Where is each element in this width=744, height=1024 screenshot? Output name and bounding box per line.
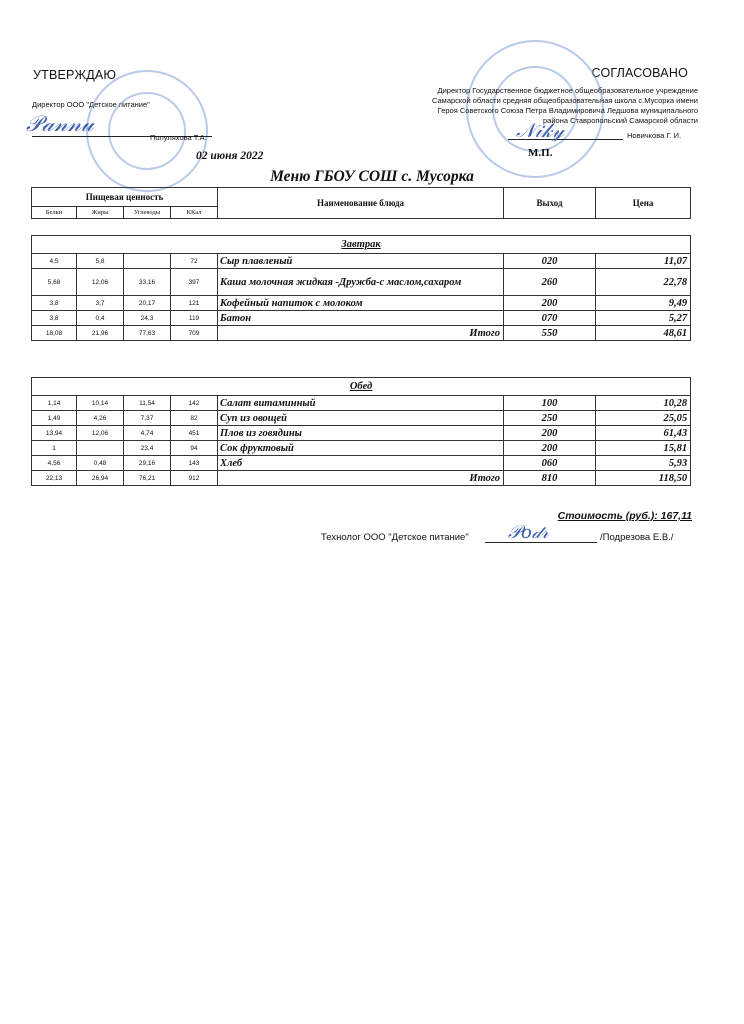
yield-cell: 020 [504, 254, 596, 269]
agree-position-line: района Ставропольский Самарской области [543, 116, 698, 125]
table-row [32, 426, 691, 441]
carbs-cell: 20,17 [124, 296, 171, 311]
dish-cell: Батон [218, 311, 504, 326]
kcal-cell: 119 [171, 311, 218, 326]
proteins-header: Белки [32, 207, 77, 219]
dish-cell: Хлеб [218, 456, 504, 471]
table-row [32, 311, 691, 326]
proteins-cell: 3,8 [32, 311, 77, 326]
kcal-cell: 451 [171, 426, 218, 441]
technologist-label: Технолог ООО "Детское питание" [321, 532, 469, 543]
proteins-cell: 13,94 [32, 426, 77, 441]
carbs-cell [124, 254, 171, 269]
fats-cell: 4,26 [77, 411, 124, 426]
page-title: Меню ГБОУ СОШ с. Мусорка [270, 168, 474, 185]
fats-cell: 3,7 [77, 296, 124, 311]
total-label: Итого [218, 326, 504, 341]
kcal-cell: 143 [171, 456, 218, 471]
nutrition-header: Пищевая ценность [32, 188, 218, 207]
approve-title: УТВЕРЖДАЮ [33, 68, 117, 82]
dish-cell: Кофейный напиток с молоком [218, 296, 504, 311]
dish-cell: Салат витаминный [218, 396, 504, 411]
price-total: 48,61 [596, 326, 691, 341]
yield-cell: 070 [504, 311, 596, 326]
fats-total: 21,96 [77, 326, 124, 341]
kcal-total: 709 [171, 326, 218, 341]
fats-cell: 5,8 [77, 254, 124, 269]
approve-date: 02 июня 2022 [196, 150, 264, 162]
proteins-cell: 1 [32, 441, 77, 456]
agree-title: СОГЛАСОВАНО [591, 66, 688, 80]
approve-signature: 𝒫𝒶𝓃𝓃𝓊 [26, 112, 94, 137]
menu-header-table [31, 187, 691, 219]
table-row [32, 269, 691, 296]
technologist-name: /Подрезова Е.В./ [600, 532, 674, 543]
carbs-total: 77,63 [124, 326, 171, 341]
proteins-total: 22,13 [32, 471, 77, 486]
fats-cell: 0,4 [77, 311, 124, 326]
section-title: Обед [32, 378, 691, 396]
fats-cell: 10,14 [77, 396, 124, 411]
proteins-cell: 1,49 [32, 411, 77, 426]
agree-position-line: Директор Государственное бюджетное общеобразовательное учреждение [437, 86, 698, 95]
table-row [32, 456, 691, 471]
kcal-cell: 397 [171, 269, 218, 296]
yield-cell: 200 [504, 426, 596, 441]
stamp-label: М.П. [528, 147, 553, 159]
approve-name: Полуляхова Т.А. [150, 133, 207, 142]
dish-header: Наименование блюда [218, 188, 504, 219]
total-label: Итого [218, 471, 504, 486]
dish-cell: Сыр плавленый [218, 254, 504, 269]
carbs-cell: 23,4 [124, 441, 171, 456]
yield-cell: 100 [504, 396, 596, 411]
left-stamp-inner [108, 92, 186, 170]
total-row [32, 326, 691, 341]
price-cell: 10,28 [596, 396, 691, 411]
yield-cell: 200 [504, 296, 596, 311]
carbs-cell: 33,16 [124, 269, 171, 296]
kcal-cell: 142 [171, 396, 218, 411]
agree-position-line: Самарской области средняя общеобразовательная школа с.Мусорка имени [432, 96, 698, 105]
fats-total: 26,94 [77, 471, 124, 486]
total-row [32, 471, 691, 486]
agree-position-line: Героя Советского Союза Петра Владимировича Ледшова муниципального [437, 106, 698, 115]
lunch-table [31, 377, 691, 486]
dish-cell: Сок фруктовый [218, 441, 504, 456]
proteins-cell: 5,68 [32, 269, 77, 296]
kcal-cell: 94 [171, 441, 218, 456]
carbs-cell: 7,37 [124, 411, 171, 426]
table-row [32, 254, 691, 269]
breakfast-table [31, 235, 691, 341]
table-row [32, 396, 691, 411]
price-header: Цена [596, 188, 691, 219]
yield-cell: 260 [504, 269, 596, 296]
yield-header: Выход [504, 188, 596, 219]
price-cell: 15,81 [596, 441, 691, 456]
proteins-total: 18,08 [32, 326, 77, 341]
agree-signature: 𝒩𝒾𝓀𝓎 [516, 118, 564, 142]
table-row [32, 411, 691, 426]
price-cell: 5,27 [596, 311, 691, 326]
price-cell: 22,78 [596, 269, 691, 296]
carbs-cell: 4,74 [124, 426, 171, 441]
price-cell: 25,05 [596, 411, 691, 426]
price-cell: 61,43 [596, 426, 691, 441]
dish-cell: Суп из овощей [218, 411, 504, 426]
yield-total: 810 [504, 471, 596, 486]
kcal-cell: 72 [171, 254, 218, 269]
proteins-cell: 4,56 [32, 456, 77, 471]
table-row [32, 441, 691, 456]
price-total: 118,50 [596, 471, 691, 486]
section-title: Завтрак [32, 236, 691, 254]
price-cell: 9,49 [596, 296, 691, 311]
carbs-cell: 24,3 [124, 311, 171, 326]
proteins-cell: 4,5 [32, 254, 77, 269]
table-row [32, 296, 691, 311]
yield-total: 550 [504, 326, 596, 341]
agree-name: Новичкова Г. И. [627, 131, 682, 140]
fats-header: Жиры [77, 207, 124, 219]
approve-position: Директор ООО "Детское питание" [32, 100, 150, 109]
fats-cell: 12,06 [77, 426, 124, 441]
carbs-header: Углеводы [124, 207, 171, 219]
carbs-cell: 29,16 [124, 456, 171, 471]
technologist-signature: 𝒫𝑜𝒹𝓇 [508, 522, 549, 543]
yield-cell: 200 [504, 441, 596, 456]
dish-cell: Плов из говядины [218, 426, 504, 441]
yield-cell: 250 [504, 411, 596, 426]
dish-cell: Каша молочная жидкая -Дружба-с маслом,сахаром [218, 269, 504, 296]
fats-cell: 12,06 [77, 269, 124, 296]
kcal-cell: 82 [171, 411, 218, 426]
proteins-cell: 3,8 [32, 296, 77, 311]
kcal-cell: 121 [171, 296, 218, 311]
proteins-cell: 1,14 [32, 396, 77, 411]
carbs-cell: 11,54 [124, 396, 171, 411]
price-cell: 5,93 [596, 456, 691, 471]
kcal-header: ККал [171, 207, 218, 219]
fats-cell [77, 441, 124, 456]
total-cost: Стоимость (руб.): 167,11 [557, 510, 692, 522]
kcal-total: 912 [171, 471, 218, 486]
carbs-total: 76,21 [124, 471, 171, 486]
price-cell: 11,07 [596, 254, 691, 269]
yield-cell: 060 [504, 456, 596, 471]
fats-cell: 0,48 [77, 456, 124, 471]
